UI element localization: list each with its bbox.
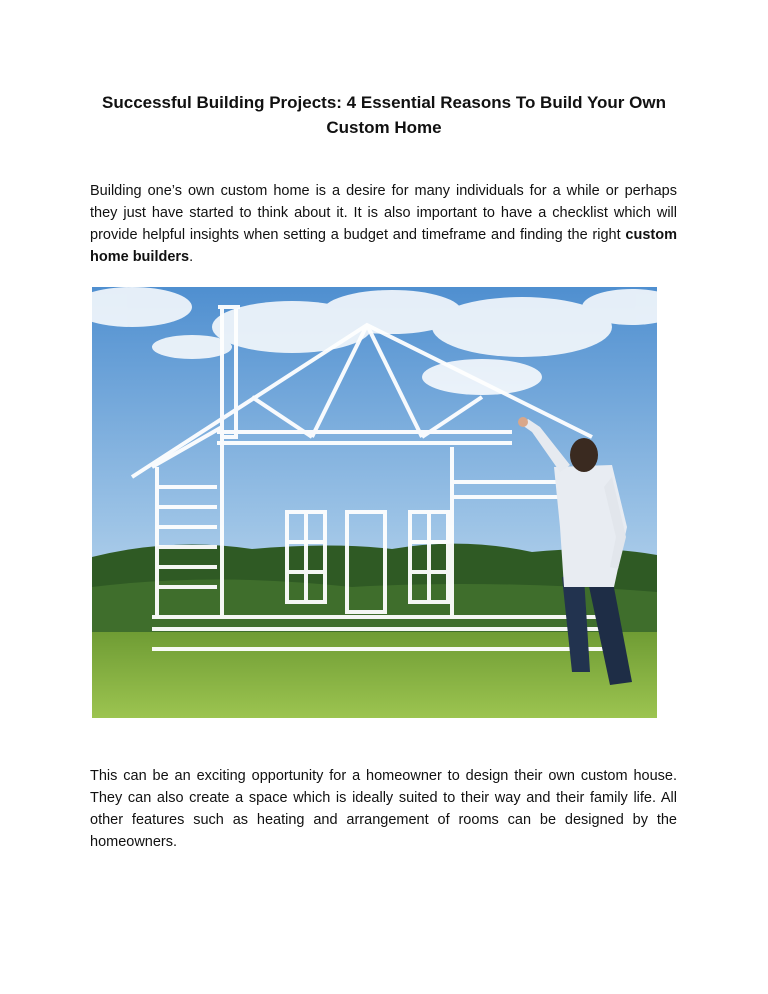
page-title: Successful Building Projects: 4 Essential Reasons To Build Your Own Custom Home — [102, 93, 666, 137]
house-sketch-photo — [92, 287, 657, 718]
intro-text: Building one’s own custom home is a desire for many individuals for a while or perhaps they just have started to think about it. It is also important to have a checklist which will provide helpful insights when setting a budget and timeframe and finding the right — [90, 183, 677, 243]
intro-paragraph — [90, 180, 677, 268]
custom-home-builders-link[interactable]: custom home builders — [90, 227, 677, 265]
body-paragraph: This can be an exciting opportunity for a homeowner to design their own custom house. They can also create a space which is ideally suited to their way and their family life. All other features such as heating and arrangement of rooms can be designed by the homeowners. — [90, 768, 677, 850]
hero-image — [92, 287, 657, 718]
intro-period: . — [189, 249, 194, 265]
